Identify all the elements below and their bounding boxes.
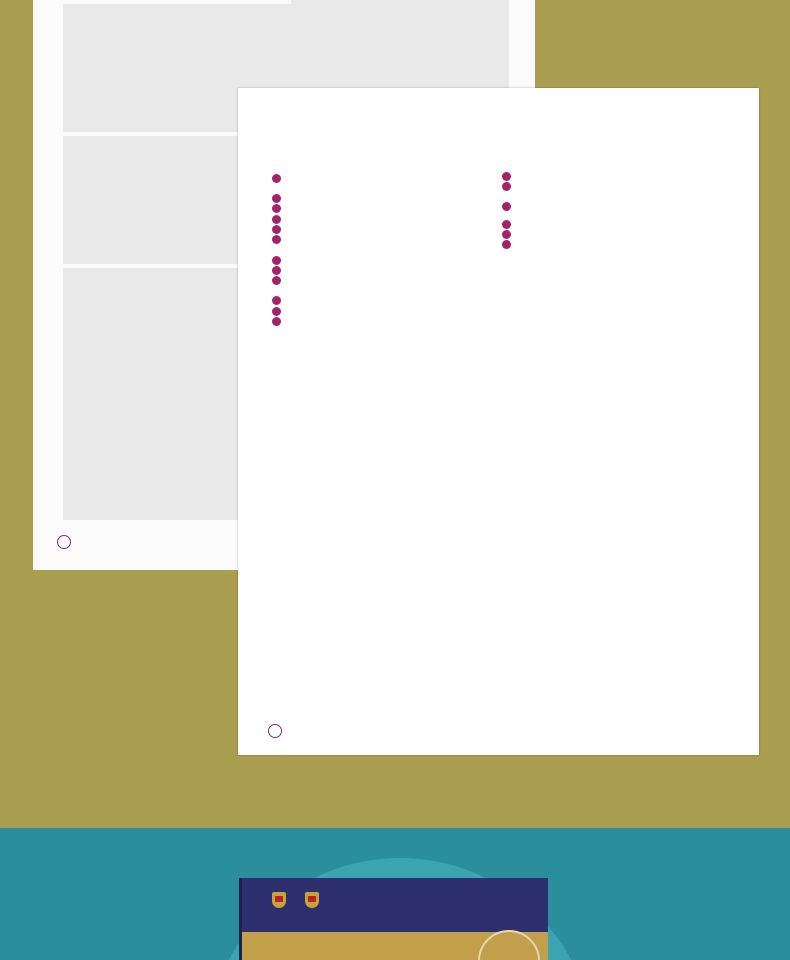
question-marker [502, 240, 511, 249]
answer-line [272, 265, 497, 275]
question-marker [502, 182, 511, 191]
cup-logo [272, 892, 291, 908]
question-marker [272, 307, 281, 316]
question-marker [272, 215, 281, 224]
back-page-footer [57, 535, 75, 549]
crest-icon [305, 892, 319, 908]
answer-line [272, 193, 497, 203]
question-marker [272, 225, 281, 234]
question-marker [272, 174, 281, 183]
answer-line [272, 224, 497, 234]
question-marker [272, 266, 281, 275]
cambridge-english-logo [305, 892, 324, 908]
question-marker [502, 202, 511, 211]
answer-key-page [238, 88, 759, 755]
question-marker [272, 204, 281, 213]
book-cover [242, 878, 548, 960]
crest-icon [272, 892, 286, 908]
answer-line [272, 255, 497, 265]
question-marker [272, 296, 281, 305]
answer-line [272, 306, 497, 316]
transcript-right-column [291, 0, 509, 90]
answer-line [272, 214, 497, 224]
front-page-number [268, 724, 282, 738]
answer-line [272, 204, 497, 214]
question-marker [272, 276, 281, 285]
product-banner [0, 828, 790, 960]
question-marker [272, 317, 281, 326]
answer-line [502, 181, 732, 191]
answer-line [272, 275, 497, 285]
answer-line [272, 234, 497, 244]
question-marker [272, 235, 281, 244]
front-page-footer [268, 724, 286, 738]
back-page-number [57, 535, 71, 549]
answer-line [272, 173, 497, 183]
question-marker [272, 256, 281, 265]
right-column [502, 168, 732, 263]
question-marker [502, 172, 511, 181]
answer-line [502, 171, 732, 181]
answer-line [272, 316, 497, 326]
question-marker [502, 220, 511, 229]
question-marker [272, 194, 281, 203]
answer-line [272, 296, 497, 306]
left-column [272, 168, 497, 327]
question-marker [502, 230, 511, 239]
